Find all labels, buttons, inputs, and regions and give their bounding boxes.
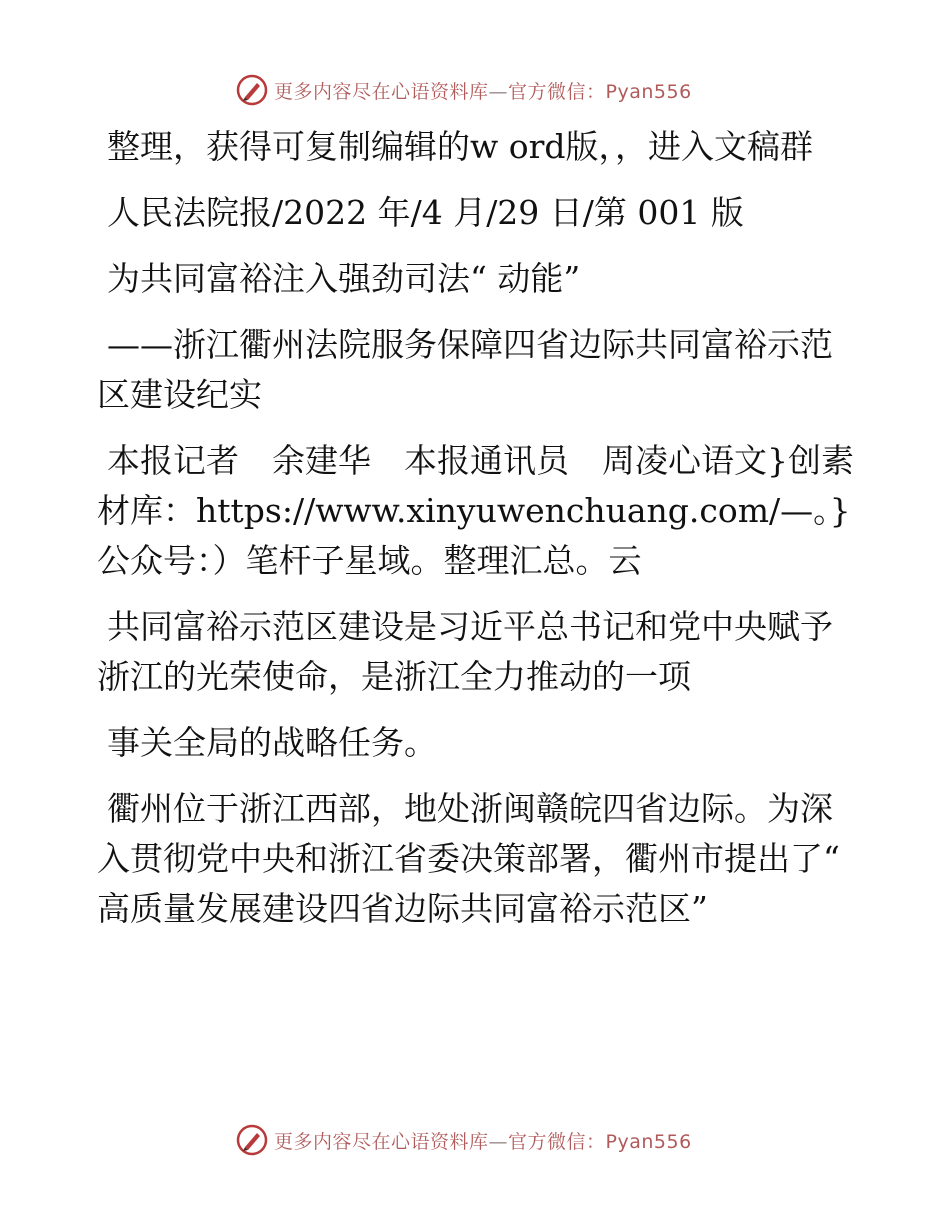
watermark-text: 更多内容尽在心语资料库—官方微信：Pyan556 <box>274 80 692 103</box>
paragraph-subheadline: ——浙江衢州法院服务保障四省边际共同富裕示范区建设纪实 <box>97 325 833 414</box>
paragraph-body-2: 事关全局的战略任务。 <box>107 723 437 762</box>
paragraph-publication-info: 人民法院报/2022 年/4 月/29 日/第 001 版 <box>107 193 744 232</box>
paragraph-source-note: 整理，获得可复制编辑的w ord版，，进入文稿群 <box>107 127 814 166</box>
watermark-banner-top <box>236 72 692 108</box>
paragraph-byline: 本报记者 余建华 本报通讯员 周凌心语文}创素材库：https://www.xinyuwenchuang.com/—。}公众号：）笔杆子星域。整理汇总。云 <box>97 441 854 580</box>
document-body <box>97 122 857 950</box>
watermark-text: 更多内容尽在心语资料库—官方微信：Pyan556 <box>274 1130 692 1153</box>
paragraph-body-3: 衢州位于浙江西部，地处浙闽赣皖四省边际。为深入贯彻党中央和浙江省委决策部署，衢州市提出了“ 高质量发展建设四省边际共同富裕示范区” <box>97 789 851 928</box>
writing-pen-logo-icon <box>236 1124 268 1156</box>
paragraph-body-1: 共同富裕示范区建设是习近平总书记和党中央赋予浙江的光荣使命，是浙江全力推动的一项 <box>97 607 833 696</box>
writing-pen-logo-icon <box>236 74 268 106</box>
paragraph-headline: 为共同富裕注入强劲司法“ 动能” <box>107 259 581 298</box>
watermark-banner-bottom <box>236 1122 692 1158</box>
